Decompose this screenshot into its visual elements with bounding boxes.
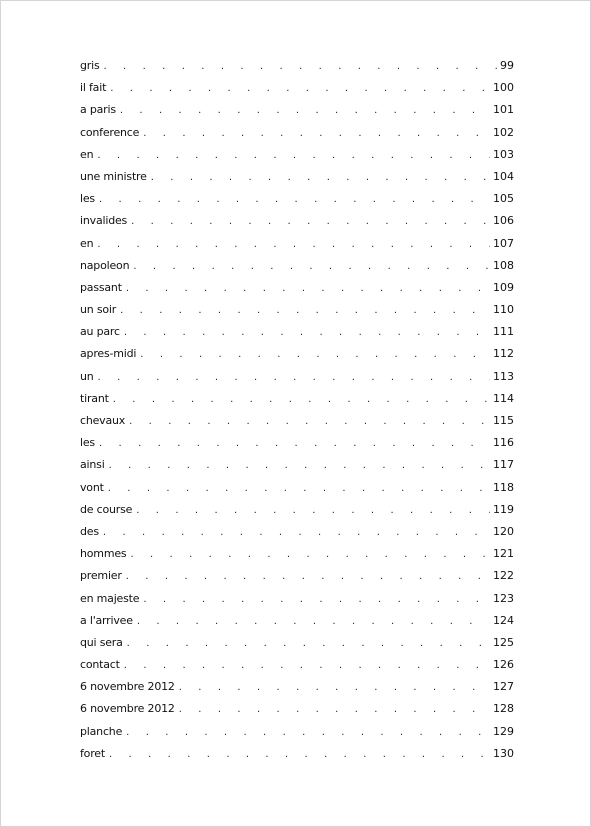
toc-dot-leader	[140, 344, 490, 366]
toc-entry-title: en majeste	[80, 591, 140, 605]
toc-dot-leader	[130, 544, 490, 566]
toc-entry[interactable]	[80, 299, 514, 321]
toc-entry-title: vont	[80, 480, 104, 494]
toc-dot-leader	[110, 78, 490, 100]
toc-entry-title: foret	[80, 746, 105, 760]
toc-entry-title: planche	[80, 724, 123, 738]
toc-entry[interactable]	[80, 210, 514, 232]
toc-entry[interactable]	[80, 543, 514, 565]
toc-entry[interactable]	[80, 499, 514, 521]
toc-entry-title: de course	[80, 502, 133, 516]
toc-entry-page-number: 107	[493, 236, 514, 250]
toc-entry-title: une ministre	[80, 169, 147, 183]
toc-entry[interactable]	[80, 565, 514, 587]
toc-entry[interactable]	[80, 321, 514, 343]
toc-dot-leader	[120, 300, 490, 322]
toc-entry-title: 6 novembre 2012	[80, 702, 175, 716]
toc-dot-leader	[179, 677, 490, 699]
toc-entry-page-number: 100	[493, 81, 514, 95]
toc-dot-leader	[109, 744, 490, 766]
toc-entry-title: chevaux	[80, 414, 126, 427]
toc-entry[interactable]	[80, 654, 514, 676]
toc-entry-page-number: 128	[493, 702, 514, 716]
toc-entry-page-number: 112	[493, 347, 514, 361]
toc-dot-leader	[127, 633, 490, 655]
toc-entry-page-number: 114	[493, 391, 514, 405]
toc-entry[interactable]	[80, 366, 514, 388]
toc-entry-page-number: 118	[493, 480, 514, 494]
toc-entry-page-number: 125	[493, 635, 514, 649]
toc-entry[interactable]	[80, 99, 514, 121]
toc-dot-leader	[99, 189, 490, 211]
toc-entry[interactable]	[80, 610, 514, 632]
toc-entry-page-number: 99	[500, 59, 514, 72]
toc-dot-leader	[103, 522, 490, 544]
toc-entry-title: les	[80, 192, 95, 206]
toc-entry-page-number: 120	[493, 524, 514, 538]
toc-entry-page-number: 124	[493, 613, 514, 627]
toc-entry[interactable]	[80, 255, 514, 277]
toc-entry-title: qui sera	[80, 635, 123, 649]
toc-entry-page-number: 102	[493, 125, 514, 139]
toc-entry-page-number: 115	[493, 414, 514, 427]
toc-dot-leader	[151, 167, 490, 189]
toc-entry-page-number: 103	[493, 147, 514, 161]
toc-entry[interactable]	[80, 388, 514, 410]
toc-entry[interactable]	[80, 521, 514, 543]
toc-entry[interactable]	[80, 676, 514, 698]
toc-entry-title: a paris	[80, 103, 116, 117]
toc-entry-title: en	[80, 236, 94, 250]
toc-entry-title: conference	[80, 125, 140, 139]
toc-entry-title: des	[80, 524, 99, 538]
toc-entry-page-number: 116	[493, 436, 514, 450]
toc-entry-page-number: 106	[493, 214, 514, 228]
toc-dot-leader	[131, 211, 490, 233]
toc-entry-title: un	[80, 369, 94, 383]
toc-entry[interactable]	[80, 122, 514, 144]
toc-dot-leader	[126, 722, 490, 744]
toc-entry-title: en	[80, 147, 94, 161]
toc-entry[interactable]	[80, 743, 514, 765]
toc-entry[interactable]	[80, 632, 514, 654]
toc-entry-page-number: 111	[493, 325, 514, 339]
toc-entry-title: a l'arrivee	[80, 613, 133, 627]
toc-entry-title: napoleon	[80, 258, 130, 272]
toc-entry-page-number: 121	[493, 547, 514, 561]
toc-entry[interactable]	[80, 77, 514, 99]
toc-entry-page-number: 123	[493, 591, 514, 605]
toc-dot-leader	[104, 56, 498, 78]
toc-dot-leader	[133, 256, 490, 278]
toc-entry-page-number: 117	[493, 458, 514, 472]
toc-entry-title: premier	[80, 569, 122, 583]
toc-entry-title: invalides	[80, 214, 128, 228]
toc-entry-title: passant	[80, 280, 122, 294]
toc-dot-leader	[126, 278, 490, 300]
toc-entry-title: il fait	[80, 81, 107, 95]
toc-dot-leader	[109, 455, 490, 477]
toc-entry-title: un soir	[80, 303, 117, 317]
toc-entry-title: ainsi	[80, 458, 105, 472]
toc-dot-leader	[136, 500, 490, 522]
toc-entry-page-number: 104	[493, 169, 514, 183]
toc-entry[interactable]	[80, 55, 514, 77]
toc-dot-leader	[108, 478, 490, 500]
toc-entry-page-number: 105	[493, 192, 514, 206]
toc-entry-title: hommes	[80, 547, 127, 561]
toc-entry-title: apres-midi	[80, 347, 137, 361]
toc-entry[interactable]	[80, 144, 514, 166]
toc-entry[interactable]	[80, 698, 514, 720]
toc-entry-title: tirant	[80, 391, 109, 405]
toc-dot-leader	[129, 411, 490, 433]
toc-entry[interactable]	[80, 188, 514, 210]
toc-dot-leader	[126, 566, 490, 588]
toc-entry[interactable]	[80, 277, 514, 299]
toc-entry-page-number: 130	[493, 746, 514, 760]
toc-entry[interactable]	[80, 166, 514, 188]
toc-dot-leader	[97, 145, 490, 167]
toc-entry-page-number: 122	[493, 569, 514, 583]
toc-dot-leader	[98, 367, 490, 389]
toc-dot-leader	[113, 389, 490, 411]
toc-entry-page-number: 129	[493, 724, 514, 738]
toc-entry[interactable]	[80, 432, 514, 454]
toc-entry-page-number: 101	[493, 103, 514, 117]
toc-entry-title: 6 novembre 2012	[80, 680, 175, 694]
toc-dot-leader	[143, 589, 490, 611]
toc-entry-page-number: 119	[493, 502, 514, 516]
toc-entry[interactable]	[80, 477, 514, 499]
toc-dot-leader	[137, 611, 490, 633]
toc-entry[interactable]	[80, 454, 514, 476]
toc-entry[interactable]	[80, 721, 514, 743]
toc-entry[interactable]	[80, 588, 514, 610]
toc-dot-leader	[97, 234, 490, 256]
toc-dot-leader	[143, 123, 490, 145]
toc-dot-leader	[124, 322, 490, 344]
toc-entry-page-number: 110	[493, 303, 514, 317]
toc-dot-leader	[99, 433, 490, 455]
toc-dot-leader	[179, 699, 490, 721]
toc-entry[interactable]	[80, 410, 514, 432]
toc-entry-title: les	[80, 436, 95, 450]
toc-dot-leader	[120, 100, 490, 122]
table-of-contents	[80, 55, 514, 765]
toc-entry-title: gris	[80, 59, 100, 72]
toc-entry-page-number: 127	[493, 680, 514, 694]
toc-entry-title: au parc	[80, 325, 120, 339]
toc-entry[interactable]	[80, 343, 514, 365]
toc-entry-title: contact	[80, 658, 120, 672]
toc-entry[interactable]	[80, 233, 514, 255]
toc-entry-page-number: 108	[493, 258, 514, 272]
toc-entry-page-number: 113	[493, 369, 514, 383]
toc-entry-page-number: 126	[493, 658, 514, 672]
toc-dot-leader	[124, 655, 490, 677]
toc-entry-page-number: 109	[493, 280, 514, 294]
